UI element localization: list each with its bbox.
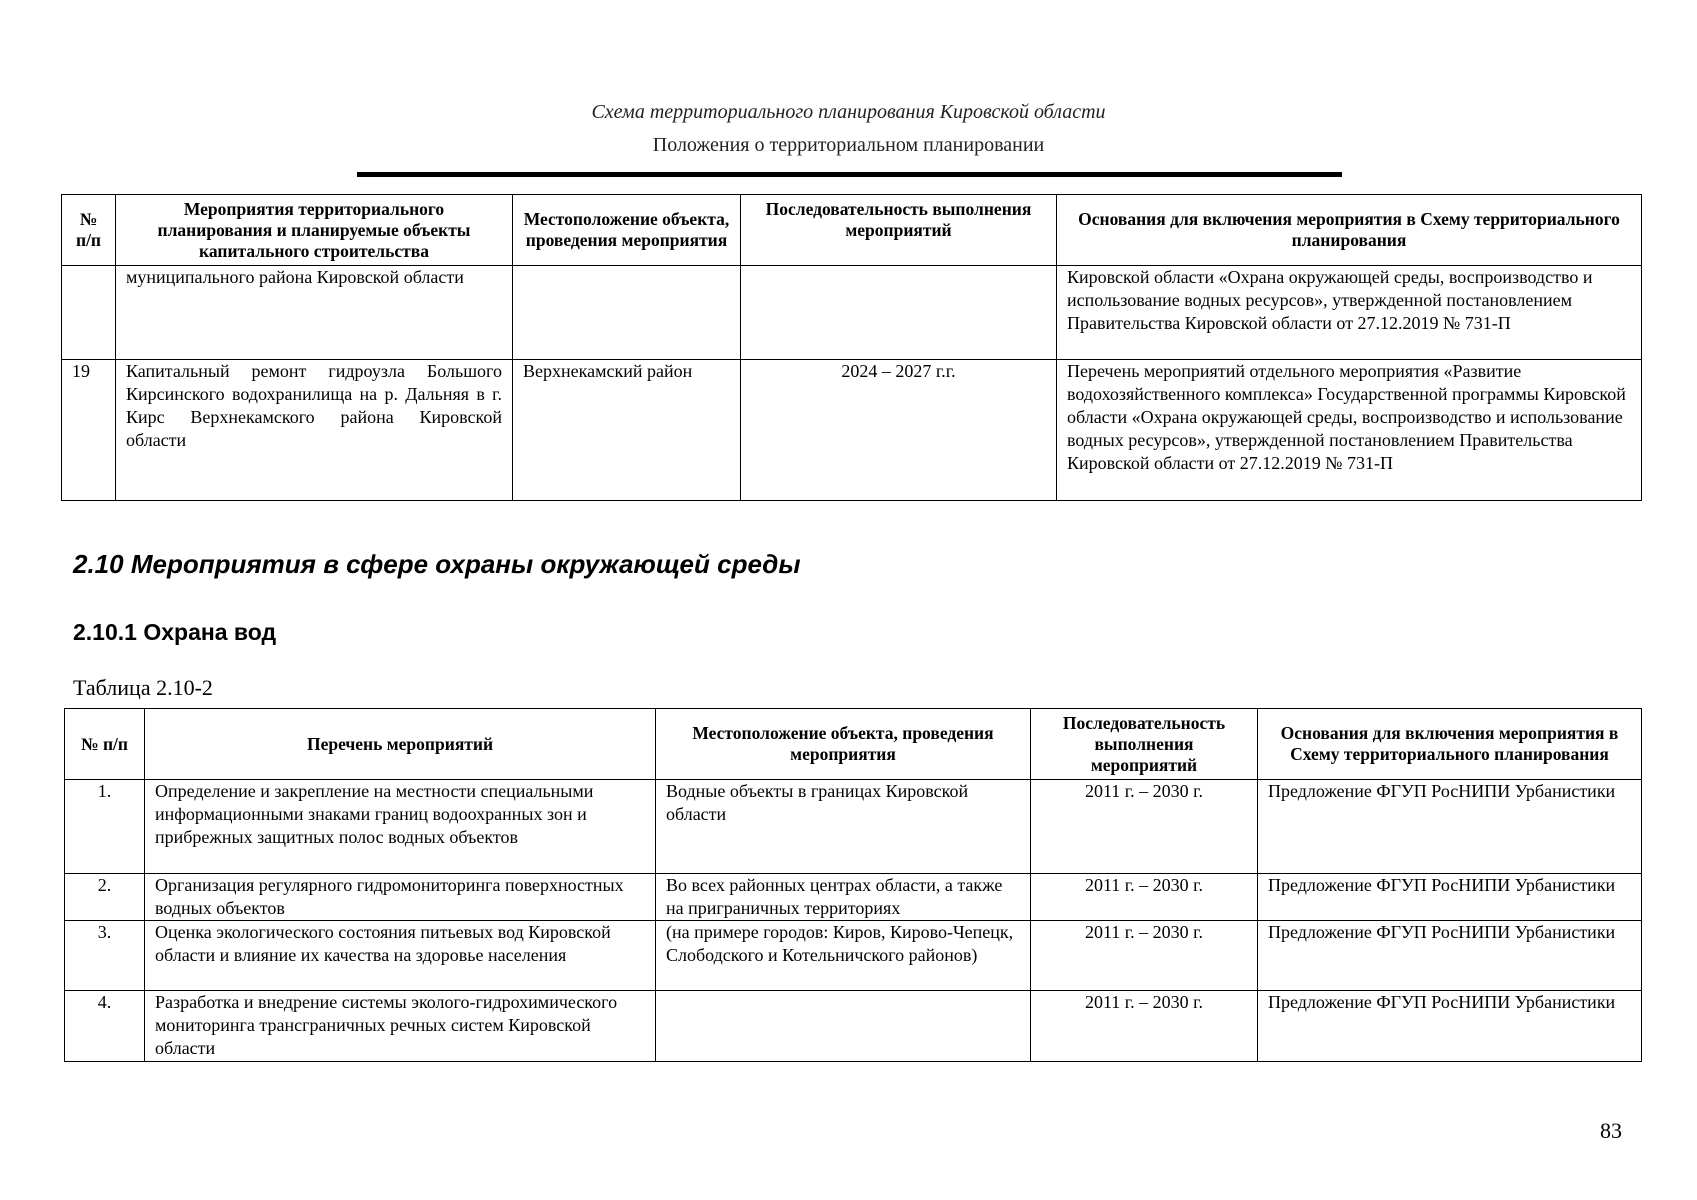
table-row: [65, 921, 1642, 991]
table-row: [65, 874, 1642, 921]
header-cell-basis: Основания для включения мероприятия в Схему территориального планирования: [1258, 709, 1642, 780]
header-divider: [357, 172, 1342, 177]
cell-num: 4.: [65, 991, 145, 1062]
cell-location: [656, 991, 1031, 1062]
cell-num: 2.: [65, 874, 145, 921]
cell-num: [62, 266, 116, 360]
header-cell-location: Местоположение объекта, проведения мероприятия: [656, 709, 1031, 780]
cell-location: [513, 266, 741, 360]
table-continued: [61, 194, 1642, 501]
cell-period: 2011 г. – 2030 г.: [1031, 921, 1258, 991]
cell-location: Верхнекамский район: [513, 360, 741, 501]
cell-period: 2011 г. – 2030 г.: [1031, 780, 1258, 874]
header-cell-sequence: Последовательность выполнения мероприятий: [1031, 709, 1258, 780]
cell-basis: Предложение ФГУП РосНИПИ Урбанистики: [1258, 780, 1642, 874]
cell-period: 2011 г. – 2030 г.: [1031, 991, 1258, 1062]
header-cell-measures: Перечень мероприятий: [145, 709, 656, 780]
cell-period: 2011 г. – 2030 г.: [1031, 874, 1258, 921]
cell-location: Водные объекты в границах Кировской области: [656, 780, 1031, 874]
document-subtitle: Положения о территориальном планировании: [652, 134, 1045, 156]
header-cell-measures: Мероприятия территориального планирования и планируемые объекты капитального строительства: [116, 195, 513, 266]
table-caption: Таблица 2.10-2: [73, 675, 213, 700]
water-protection-table: [64, 708, 1642, 1062]
header-cell-location: Местоположение объекта, проведения мероприятия: [513, 195, 741, 266]
table-row: [62, 360, 1642, 501]
cell-basis: Предложение ФГУП РосНИПИ Урбанистики: [1258, 921, 1642, 991]
section-heading: 2.10 Мероприятия в сфере охраны окружающей среды: [73, 549, 801, 579]
cell-period: [741, 266, 1057, 360]
cell-num: 19: [62, 360, 116, 501]
header-cell-num: № п/п: [65, 709, 145, 780]
table-header-row: [62, 195, 1642, 266]
header-cell-basis: Основания для включения мероприятия в Схему территориального планирования: [1057, 195, 1642, 266]
cell-num: 1.: [65, 780, 145, 874]
table-header-row: [65, 709, 1642, 780]
cell-measure: Оценка экологического состояния питьевых вод Кировской области и влияние их качества на здоровье населения: [145, 921, 656, 991]
table-row: [62, 266, 1642, 360]
cell-measure: Организация регулярного гидромониторинга поверхностных водных объектов: [145, 874, 656, 921]
header-cell-sequence: Последовательность выполнения мероприятий: [741, 195, 1057, 266]
cell-num: 3.: [65, 921, 145, 991]
table-row: [65, 991, 1642, 1062]
subsection-heading: 2.10.1 Охрана вод: [73, 619, 277, 645]
cell-basis: Перечень мероприятий отдельного мероприятия «Развитие водохозяйственного комплекса» Государственной программы Кировской области «Охрана окружающей среды, воспроизводство и использование водных ресурсов», утвержденной постановлением Правительства Кировской области от 27.12.2019 № 731-П: [1057, 360, 1642, 501]
cell-location: Во всех районных центрах области, а также на приграничных территориях: [656, 874, 1031, 921]
cell-measure: муниципального района Кировской области: [116, 266, 513, 360]
document-title: Схема территориального планирования Кировской области: [591, 101, 1106, 123]
cell-basis: Предложение ФГУП РосНИПИ Урбанистики: [1258, 874, 1642, 921]
page-number: 83: [1600, 1118, 1622, 1143]
table-row: [65, 780, 1642, 874]
cell-measure: Капитальный ремонт гидроузла Большого Кирсинского водохранилища на р. Дальняя в г. Кирс Верхнекамского района Кировской области: [116, 360, 513, 501]
cell-basis: Кировской области «Охрана окружающей среды, воспроизводство и использование водных ресурсов», утвержденной постановлением Правительства Кировской области от 27.12.2019 № 731-П: [1057, 266, 1642, 360]
header-cell-num: № п/п: [62, 195, 116, 266]
cell-measure: Определение и закрепление на местности специальными информационными знаками границ водоохранных зон и прибрежных защитных полос водных объектов: [145, 780, 656, 874]
cell-basis: Предложение ФГУП РосНИПИ Урбанистики: [1258, 991, 1642, 1062]
cell-measure: Разработка и внедрение системы эколого-гидрохимического мониторинга трансграничных речных систем Кировской области: [145, 991, 656, 1062]
cell-period: 2024 – 2027 г.г.: [741, 360, 1057, 501]
cell-location: (на примере городов: Киров, Кирово-Чепецк, Слободского и Котельничского районов): [656, 921, 1031, 991]
